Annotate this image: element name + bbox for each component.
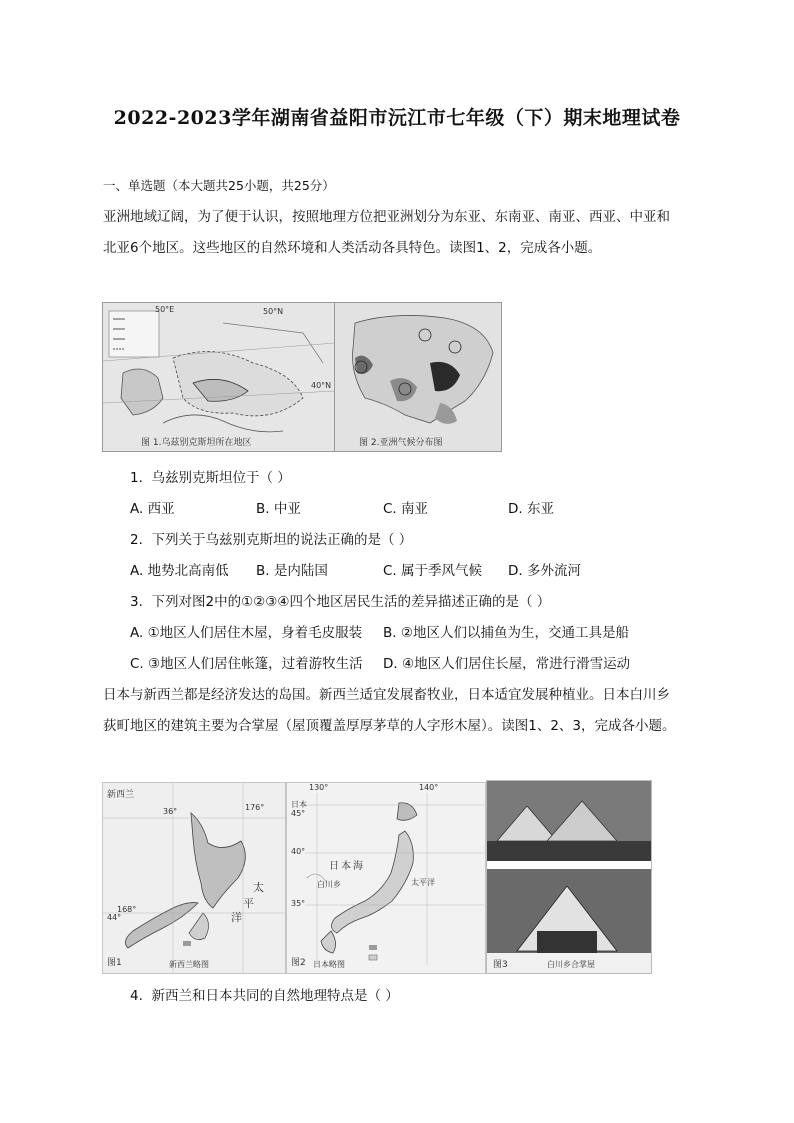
nz-caption: 新西兰略图 xyxy=(169,960,209,969)
nz-lat-36: 36° xyxy=(163,807,178,816)
gassho-house-photo-drawing xyxy=(487,781,651,973)
jp-title: 日本 xyxy=(291,800,307,809)
question-2-number: 2. xyxy=(130,532,143,548)
q1-option-d[interactable]: D. 东亚 xyxy=(508,501,554,517)
q3-option-b[interactable]: B. ②地区人们以捕鱼为生，交通工具是船 xyxy=(383,625,629,641)
nz-sea-char-1: 太 xyxy=(253,881,264,894)
question-1 xyxy=(130,468,291,488)
house-figure-number: 图3 xyxy=(493,960,508,970)
figure-japan-map xyxy=(286,782,486,974)
nz-sea-char-3: 洋 xyxy=(231,911,242,924)
passage2-line1: 日本与新西兰都是经济发达的岛国。新西兰适宜发展畜牧业，日本适宜发展种植业。日本白川乡 xyxy=(103,687,670,703)
figure-gassho-house-photo xyxy=(486,780,652,974)
question-3-number: 3. xyxy=(130,594,143,610)
q2-option-d[interactable]: D. 多外流河 xyxy=(508,563,581,579)
japan-map-drawing xyxy=(287,783,485,973)
question-3-text: 下列对图2中的①②③④四个地区居民生活的差异描述正确的是（ ） xyxy=(151,594,551,610)
question-4 xyxy=(130,986,399,1006)
q1-option-c[interactable]: C. 南亚 xyxy=(383,501,429,517)
q2-option-a[interactable]: A. 地势北高南低 xyxy=(130,563,229,579)
asia-climate-map-drawing xyxy=(335,303,501,451)
passage1-line2: 北亚6个地区。这些地区的自然环境和人类活动各具特色。读图1、2，完成各小题。 xyxy=(103,240,602,256)
jp-lat-40: 40° xyxy=(291,847,306,856)
jp-lat-45: 45° xyxy=(291,809,306,818)
label-50n: 50°N xyxy=(263,307,284,316)
q3-option-d[interactable]: D. ④地区人们居住长屋，常进行滑雪运动 xyxy=(383,656,631,672)
nz-title: 新西兰 xyxy=(107,790,135,800)
jp-sea-of-japan: 日本海 xyxy=(329,861,365,872)
nz-figure-number: 图1 xyxy=(107,958,122,968)
question-4-text: 新西兰和日本共同的自然地理特点是（ ） xyxy=(151,988,399,1004)
question-3 xyxy=(130,592,550,612)
nz-sea-char-2: 平 xyxy=(243,897,254,910)
jp-baichuan-label: 白川乡 xyxy=(317,880,341,889)
question-2 xyxy=(130,530,412,550)
question-1-number: 1. xyxy=(130,470,143,486)
nz-lon-168: 168° xyxy=(117,905,137,914)
q2-option-b[interactable]: B. 是内陆国 xyxy=(256,563,328,579)
map1-caption: 图 1.乌兹别克斯坦所在地区 xyxy=(141,438,252,448)
jp-pacific-label: 太平洋 xyxy=(411,878,435,887)
question-4-number: 4. xyxy=(130,988,143,1004)
q1-option-b[interactable]: B. 中亚 xyxy=(256,501,301,517)
q2-option-c[interactable]: C. 属于季风气候 xyxy=(383,563,483,579)
house-caption: 白川乡合掌屋 xyxy=(547,960,595,969)
section-heading: 一、单选题（本大题共25小题，共25分） xyxy=(103,178,335,193)
q1-option-a[interactable]: A. 西亚 xyxy=(130,501,175,517)
nz-lon-176: 176° xyxy=(245,803,265,812)
jp-caption: 日本略图 xyxy=(313,960,345,969)
map2-caption: 图 2.亚洲气候分布图 xyxy=(359,438,443,448)
figure-uzbekistan-region-map xyxy=(102,302,336,452)
jp-lon-140: 140° xyxy=(419,783,439,792)
label-40n: 40°N xyxy=(311,381,332,390)
jp-lon-130: 130° xyxy=(309,783,329,792)
q3-option-a[interactable]: A. ①地区人们居住木屋，身着毛皮服装 xyxy=(130,625,363,641)
passage1-line1: 亚洲地域辽阔，为了便于认识，按照地理方位把亚洲划分为东亚、东南亚、南亚、西亚、中亚和 xyxy=(103,209,670,225)
page-title: 2022-2023学年湖南省益阳市沅江市七年级（下）期末地理试卷 xyxy=(113,107,681,129)
figure-new-zealand-map xyxy=(102,782,286,974)
question-1-text: 乌兹别克斯坦位于（ ） xyxy=(151,470,291,486)
q3-option-c[interactable]: C. ③地区人们居住帐篷，过着游牧生活 xyxy=(130,656,363,672)
question-2-text: 下列关于乌兹别克斯坦的说法正确的是（ ） xyxy=(151,532,413,548)
uzbekistan-map-drawing xyxy=(103,303,335,451)
figure-asia-climate-map xyxy=(334,302,502,452)
label-50e-map1: 50°E xyxy=(155,305,175,314)
passage2-line2: 荻町地区的建筑主要为合掌屋（屋顶覆盖厚厚茅草的人字形木屋）。读图1、2、3，完成各小题。 xyxy=(103,718,676,734)
jp-figure-number: 图2 xyxy=(291,958,306,968)
jp-lat-35: 35° xyxy=(291,899,306,908)
nz-lat-44: 44° xyxy=(107,913,122,922)
